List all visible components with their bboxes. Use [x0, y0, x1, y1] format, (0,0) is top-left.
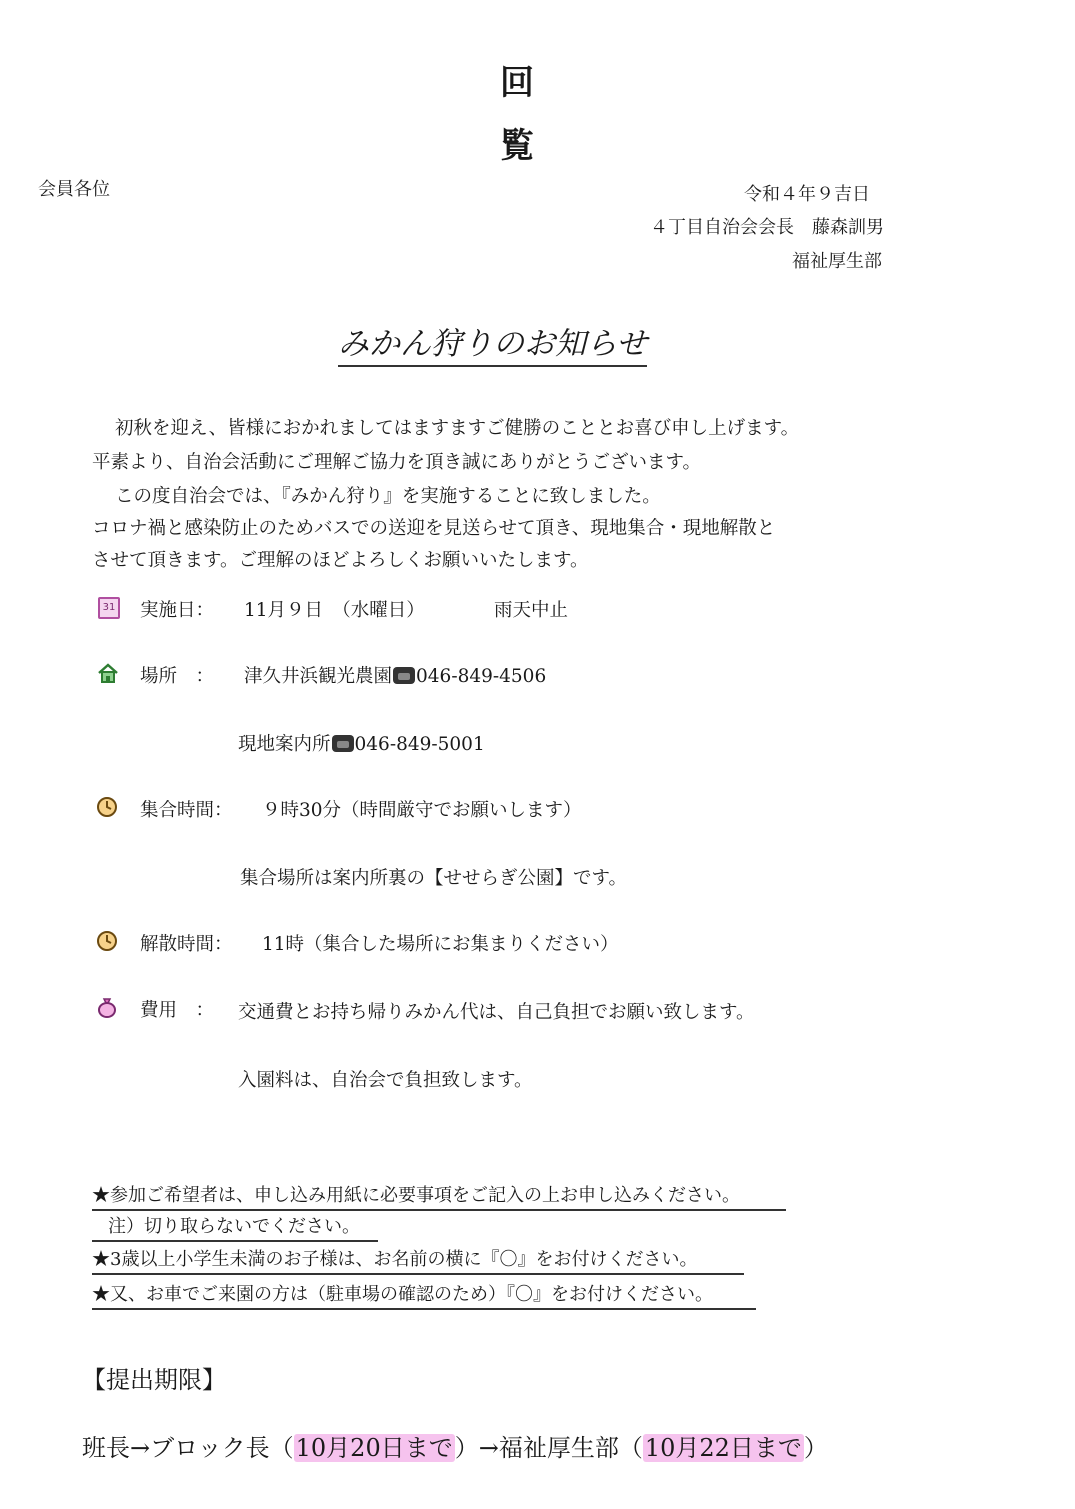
route-part-2: ）→福祉厚生部（: [454, 1434, 643, 1462]
place-name: 津久井浜観光農園: [244, 666, 393, 687]
notice-title: みかん狩りのお知らせ: [338, 318, 647, 367]
place-phone: 046-849-4506: [416, 666, 547, 687]
note-do-not-cut: 注）切り取らないでください。: [92, 1212, 378, 1242]
submission-route: [82, 1428, 828, 1463]
phone-icon: [332, 735, 354, 752]
gather-place: 集合場所は案内所裏の【せせらぎ公園】です。: [240, 868, 628, 889]
deadline-date-1: 10月20日まで: [295, 1434, 453, 1462]
house-icon: [97, 662, 119, 684]
place-value-row: [244, 662, 546, 688]
cost-label: 費用 ：: [140, 1000, 215, 1021]
route-part-1: 班長→ブロック長（: [82, 1434, 294, 1462]
calendar-icon: 31: [98, 597, 120, 619]
place-label: 場所 ：: [140, 666, 215, 687]
deadline-heading: 【提出期限】: [82, 1366, 226, 1394]
info-center-phone: 046-849-5001: [354, 734, 485, 755]
rain-note: 雨天中止: [494, 600, 569, 621]
note-apply: ★参加ご希望者は、申し込み用紙に必要事項をご記入の上お申し込みください。: [92, 1181, 786, 1211]
body-line-2: 平素より、自治会活動にご理解ご協力を頂き誠にありがとうございます。: [92, 452, 702, 473]
department: 福祉厚生部: [792, 251, 882, 272]
body-line-3: この度自治会では、『みかん狩り』を実施することに致しました。: [115, 486, 661, 507]
date-label: 実施日：: [140, 600, 215, 621]
gather-value: ９時30分（時間厳守でお願いします）: [262, 800, 582, 821]
circular-title-char-2: 覧: [500, 126, 534, 166]
body-line-5: させて頂きます。ご理解のほどよろしくお願いいたします。: [92, 550, 589, 571]
body-line-1: 初秋を迎え、皆様におかれましてはますますご健勝のこととお喜び申し上げます。: [115, 418, 800, 439]
deadline-date-2: 10月22日まで: [644, 1434, 802, 1462]
addressee: 会員各位: [38, 179, 110, 200]
note-car: ★又、お車でご来園の方は（駐車場の確認のため）『〇』をお付けください。: [92, 1280, 756, 1310]
info-center-name: 現地案内所: [238, 734, 331, 755]
dismiss-value: 11時（集合した場所にお集まりください）: [262, 934, 619, 955]
date-value: 11月９日 （水曜日）: [244, 600, 425, 621]
clock-icon: [96, 796, 118, 818]
route-part-3: ）: [803, 1434, 828, 1462]
gather-label: 集合時間：: [140, 800, 233, 821]
note-children: ★3歳以上小学生未満のお子様は、お名前の横に『〇』をお付けください。: [92, 1245, 744, 1275]
body-line-4: コロナ禍と感染防止のためバスでの送迎を見送らせて頂き、現地集合・現地解散と: [92, 518, 776, 539]
dismiss-label: 解散時間：: [140, 934, 233, 955]
circular-title-char-1: 回: [500, 63, 534, 103]
admission-note: 入園料は、自治会で負担致します。: [238, 1070, 533, 1091]
sender: ４丁目自治会会長 藤森訓男: [650, 217, 884, 238]
info-center-row: [238, 730, 485, 756]
money-bag-icon: [96, 996, 118, 1018]
clock-icon: [96, 930, 118, 952]
issue-date: 令和４年９吉日: [744, 184, 870, 205]
phone-icon: [393, 667, 415, 684]
cost-value: 交通費とお持ち帰りみかん代は、自己負担でお願い致します。: [238, 1002, 755, 1023]
